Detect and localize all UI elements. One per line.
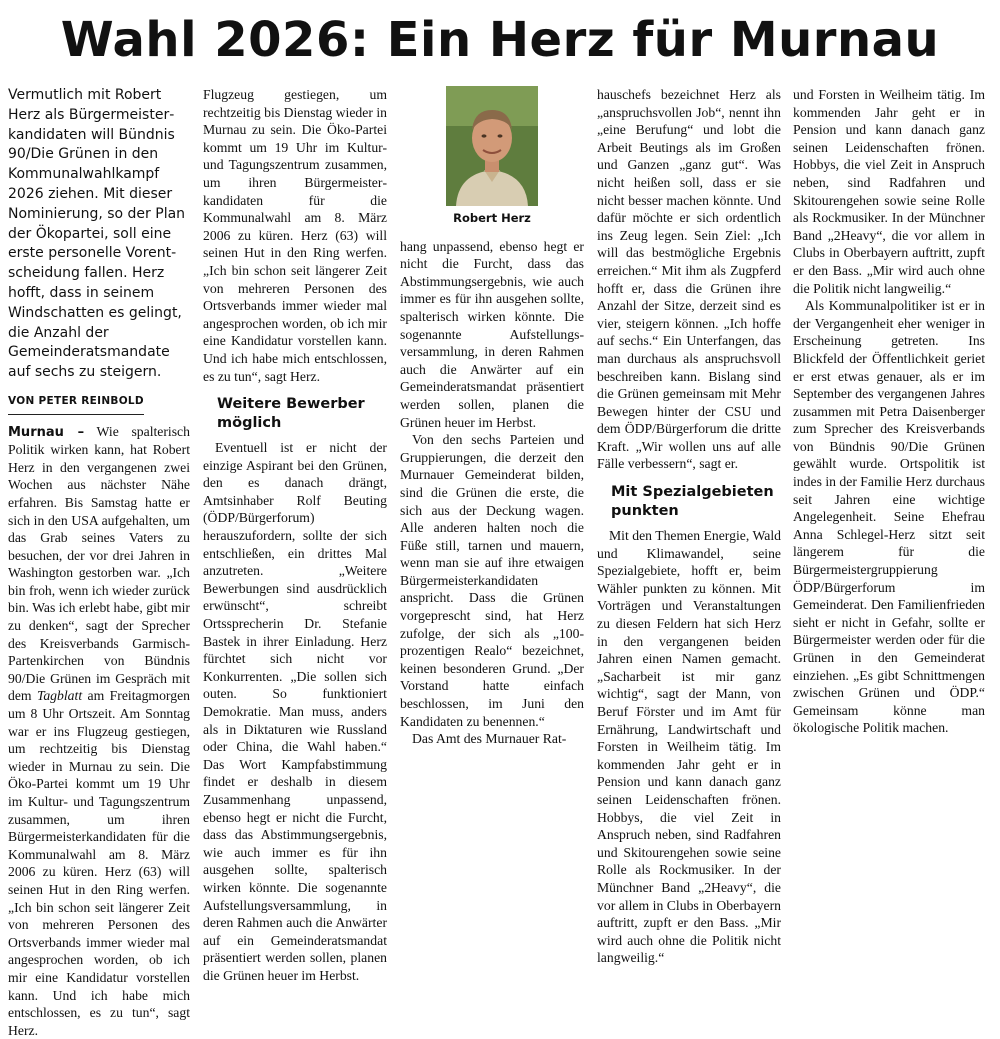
body-paragraph-1-cont: Flugzeug gestiegen, um rechtzeitig bis Dienstag wieder in Murnau zu sein. Die Öko-Partei kommt um 19 Uhr im Kultur- und Tagungszentrum zusammen, um ihren Bürgermeisterkandidaten für die Kommunalwahl am 8. März 2006 zu küren. Herz (63) will seinen Hut in den Ring werfen. „Ich bin schon seit längerer Zeit von mehreren Personen des Ortsverbands immer wieder mal angesprochen worden, ob ich mir eine Kandidatur vorstellen kann. Und ich habe mich entschlossen, es zu tun“, sagt Herz. (203, 87, 387, 384)
body-paragraph-1: Murnau – Wie spalterisch Politik wirken kann, hat Robert Herz in den vergangenen zwei Wochen aus nächster Nähe erfahren. Bis Samstag hatte er sich in den USA aufgehalten, um das Grab seines Vaters zu besuchen, der vor drei Jahren in Washington gestorben war. „Ich bin froh, wenn ich wieder zurück bin. Was ich erlebt habe, gibt mir zu denken“, sagt der Sprecher des Kreisverbands Garmisch-Partenkirchen von Bündnis 90/Die Grünen im Gespräch mit dem Tagblatt am Freitagmorgen um 8 Uhr Ortszeit. Am Sonntag war er ins Flugzeug gestiegen, um rechtzeitig bis Dienstag wieder in Murnau zu sein. Die Öko-Partei kommt um 19 Uhr im Kultur- und Tagungszentrum zusammen, um ihren Bürgermeisterkandidaten für die Kommunalwahl am 8. März 2006 zu küren. Herz (63) will seinen Hut in den Ring werfen. „Ich bin schon seit längerer Zeit von mehreren Personen des Ortsverbands immer wieder mal angesprochen worden, ob ich mir eine Kandidatur vorstellen kann. Und ich habe mich entschlossen, es zu tun“, sagt Herz. (8, 423, 190, 1038)
body-paragraph-5: Mit den Themen Energie, Wald und Klimawandel, seine Spezialgebiete, hofft er, beim Wähler punkten zu können. Mit Vorträgen und Veranstaltungen zu diesen Feldern hat sich Herz in den vergangenen beiden Jahren einen Namen gemacht. „Sacharbeit ist mir ganz wichtig“, sagt der Mann, von Beruf Förster und im Amt für Ernährung, Landwirtschaft und Forsten in Weilheim tätig. Im kommenden Jahr geht er in Pension und kann danach ganz seinen Leidenschaften frönen. Hobbys, die viel Zeit in Anspruch neben, sind Radfahren und Skitourengehen sowie seine Rolle als Rockmusiker. In der Münchner Band „2Heavy“, die vor allem in Clubs in Oberbayern auftritt, zupft er den Bass. „Mir wird auch ohne die Politik nicht langweilig.“ (597, 528, 781, 966)
portrait-photo (446, 86, 538, 206)
lead-paragraph: Vermutlich mit Robert Herz als Bürgermeisterkandidaten will Bündnis 90/Die Grünen in den Kommunalwahlkampf 2026 ziehen. Mit dieser Nominierung, so der Plan der Ökopartei, soll eine erste personelle Vorentscheidung fallen. Herz hofft, dass in seinem Windschatten es gelingt, die Anzahl der Gemeinderatsmandate auf sechs zu steigern. (8, 87, 186, 381)
body-paragraph-2-cont: hang unpassend, ebenso hegt er nicht die Furcht, dass das Abstimmungsergebnis, wie auch immer es für ihn ausgehen sollte, spalterisch wirken könnte. Die sogenannte Aufstellungsversammlung, in deren Rahmen auch die Anwärter auf ein Gemeinderatsmandat präsentiert werden sollen, planen die Grünen heuer im Herbst. (400, 238, 584, 430)
byline: VON PETER REINBOLD (8, 393, 144, 415)
body-paragraph-4-start: Das Amt des Murnauer Rat- (412, 731, 567, 747)
body-paragraph-5-cont: und Forsten in Weilheim tätig. Im kommenden Jahr geht er in Pension und kann danach ganz seinen Leidenschaften frönen. Hobbys, die viel Zeit in Anspruch neben, sind Radfahren und Skitourengehen sowie seine Rolle als Rockmusiker. In der Münchner Band „2Heavy“, die vor allem in Clubs in Oberbayern auftritt, zupft er den Bass. „Mir wird auch ohne die Politik nicht langweilig.“ (793, 87, 985, 296)
subhead-weitere-bewerber: Weitere Bewerber möglich (217, 396, 365, 432)
column-3 (400, 86, 584, 747)
body-paragraph-3: Von den sechs Parteien und Gruppierungen, die derzeit den Murnauer Gemeinderat bilden, sind die Grünen die erste, die sich aus der Deckung wagen. Alle anderen halten noch die Füße still, tarnen und mauern, wenn man sie auf ihre etwaigen Bürgermeisterkandidaten anspricht. Dass die Grünen vorgeprescht sind, hat Herz zufolge, der sich als „100-prozentigen Realo“ bezeichnet, keinen besonderen Grund. „Der Vorstand hatte einfach beschlossen, im Juni den Kandidaten zu benennen.“ (400, 432, 584, 729)
newspaper-name: Tagblatt (36, 688, 83, 704)
headline: Wahl 2026: Ein Herz für Murnau (60, 12, 940, 68)
column-5 (793, 86, 985, 736)
photo-caption: Robert Herz (453, 211, 531, 225)
column-2 (203, 86, 387, 983)
body-paragraph-6: Als Kommunalpolitiker ist er in der Vergangenheit eher weniger in Erscheinung getreten. Ins Blickfeld der Öffentlichkeit geriet er erst etwas genauer, als er im September des vergangenen Jahres zusammen mit Petra Daisenberger zum Sprecher des Kreisverbands von Bündnis 90/Die Grünen gewählt wurde. Ortspolitik ist indes in der Familie Herz durchaus seit Jahren eine wichtige Angelegenheit. Seine Ehefrau Anna Schlegel-Herz sitzt seit längerem für die Bürgermeistergruppierung ÖDP/Bürgerforum im Gemeinderat. Den Familienfrieden sieht er nicht in Gefahr, sollte er Bürgermeister werden oder für die Grünen in den Gemeinderat einziehen. „Es gibt Schnittmengen zwischen Grünen und ÖDP.“ Gemeinsam könne man ökologische Politik machen. (793, 298, 985, 736)
body-paragraph-2: Eventuell ist er nicht der einzige Aspirant bei den Grünen, den es danach drängt, Amtsinhaber Rolf Beuting (ÖDP/Bürgerforum) herauszufordern, sollte der sich entschließen, ein drittes Mal anzutreten. „Weitere Bewerbungen sind ausdrücklich erwünscht“, schreibt Ortssprecherin Dr. Stefanie Bastek in ihrer Einladung. Herz fürchtet sich nicht vor Konkurrenten. „Die sollen sich outen. So funktioniert Demokratie. Man muss, anders als in Diktaturen wie Russland oder China, die Wahl haben.“ Das Wort Kampfabstimmung findet er deshalb in diesem Zusammenhang unpassend, ebenso hegt er nicht die Furcht, dass das Abstimmungsergebnis, wie auch immer es für ihn ausgehen sollte, spalterisch wirken könnte. Die sogenannte Aufstellungsversammlung, in deren Rahmen auch die Anwärter auf ein Gemeinderatsmandat präsentiert werden sollen, planen die Grünen heuer im Herbst. (203, 440, 387, 983)
subhead-spezialgebiete: Mit Spezialgebieten punkten (611, 484, 774, 520)
column-4 (597, 86, 781, 966)
dateline: Murnau – (8, 424, 85, 440)
column-1 (8, 86, 190, 1038)
photo-block (400, 86, 584, 228)
body-paragraph-4: hauschefs bezeichnet Herz als „anspruchsvollen Job“, nennt ihn „eine Berufung“ und lobt die Arbeit Beutings als im Großen und Ganzen „ganz gut“. Was nicht heißen soll, dass er sie nicht besser machen könnte. Und dafür möchte er sich ordentlich ins Zeug legen. Sein Ziel: „Ich will das bestmögliche Ergebnis erreichen.“ Mit ihm als Zugpferd hofft er, dass die Grünen ihre Anzahl der Sitze, derzeit sind es vier, steigern können. „Ich hoffe auf sechs.“ Ein Unterfangen, das man durchaus als anspruchsvoll beschreiben kann. Bislang sind die Grünen gemeinsam mit Mehr Bewegen hinter der CSU und dem ÖDP/Bürgerforum die dritte Kraft. „Wir wollen uns auf alle Fälle verbessern“, sagt er. (597, 87, 781, 472)
